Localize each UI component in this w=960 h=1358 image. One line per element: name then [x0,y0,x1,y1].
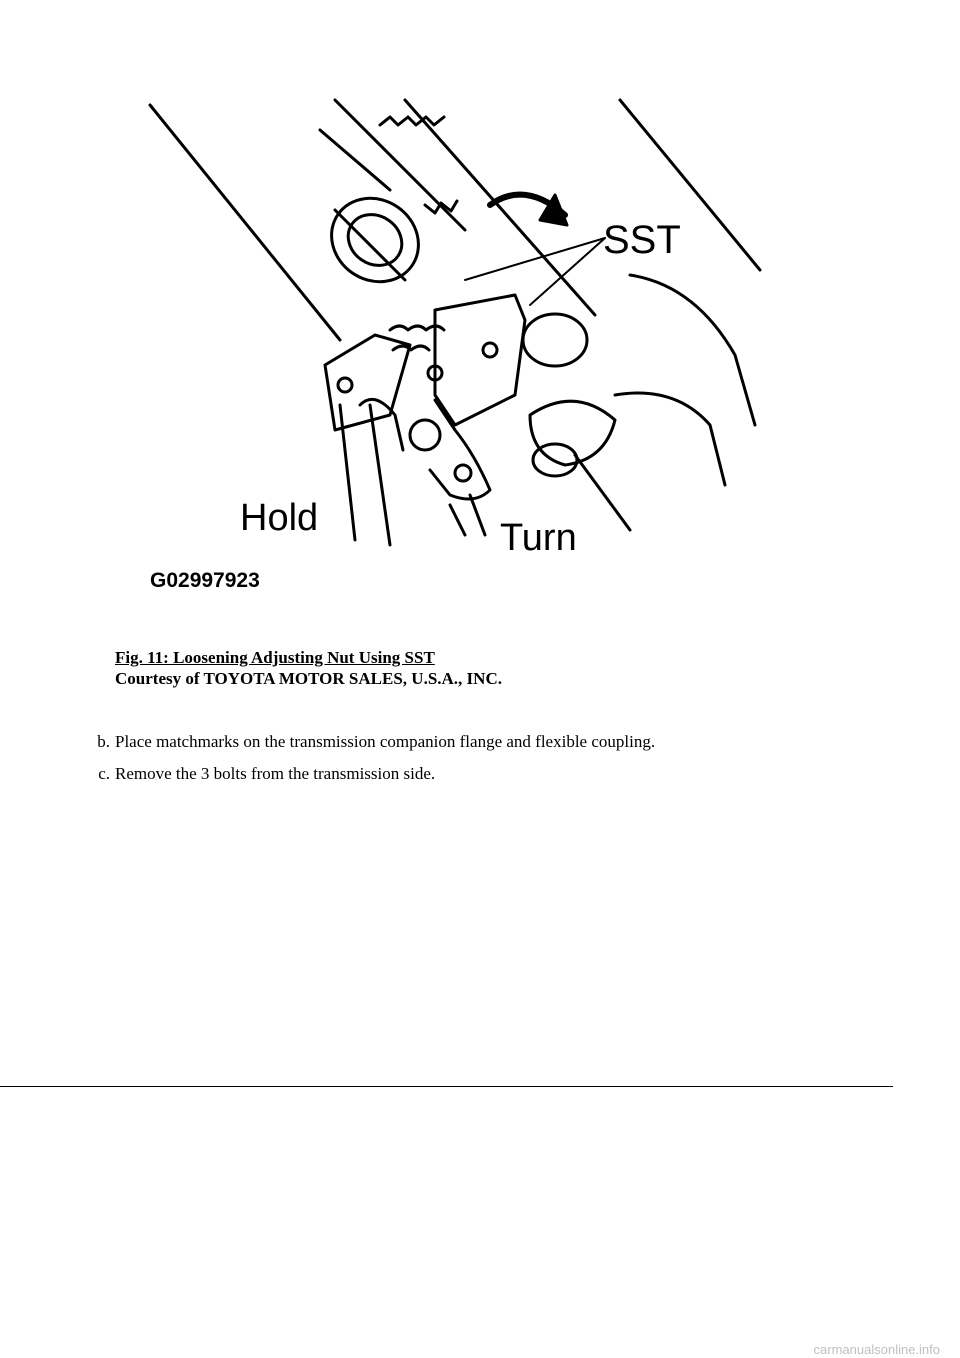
frame-line-left [150,105,340,340]
step-text: Remove the 3 bolts from the transmission side. [115,764,436,783]
figure-caption [115,647,502,689]
turn-label: Turn [500,517,577,559]
step-letter: b. [97,732,110,751]
sst-label: SST [603,218,681,262]
caption-title: Fig. 11: Loosening Adjusting Nut Using SST [115,648,435,667]
page-divider [0,1086,893,1087]
hold-label: Hold [240,497,319,539]
step-letter: c. [98,764,110,783]
figure-illustration [135,95,775,605]
watermark: carmanualsonline.info [813,1342,940,1357]
step-text: Place matchmarks on the transmission companion flange and flexible coupling. [115,732,656,751]
figure-code: G02997923 [150,569,260,592]
caption-courtesy: Courtesy of TOYOTA MOTOR SALES, U.S.A., INC. [115,669,502,688]
sst-drawing [135,95,775,605]
